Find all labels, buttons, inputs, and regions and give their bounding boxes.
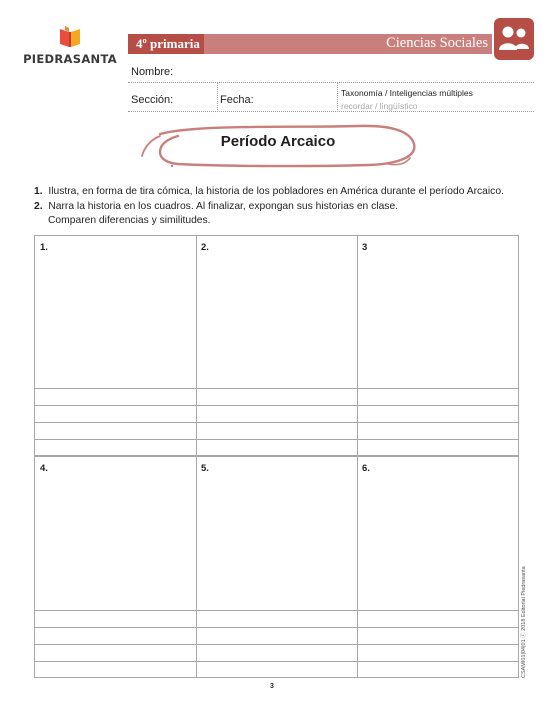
- section-date-field[interactable]: [128, 111, 534, 112]
- grid-line: [35, 610, 518, 611]
- date-label: Fecha:: [220, 94, 254, 106]
- people-icon: [494, 18, 534, 60]
- header-band: [128, 34, 492, 54]
- field-divider: [337, 83, 338, 112]
- grade-label: 4º primaria: [136, 36, 200, 51]
- subject-icon-box: [494, 18, 534, 60]
- panel-number-1: 1.: [40, 242, 48, 253]
- field-divider: [217, 83, 218, 112]
- brand-logo: [22, 26, 118, 70]
- instruction-number: 1.: [34, 186, 43, 197]
- grid-line: [35, 422, 518, 423]
- taxonomy-label: Taxonomía / Inteligencias múltiples: [341, 88, 473, 98]
- comic-grid-bottom: [34, 456, 519, 678]
- instruction-number: 2.: [34, 201, 43, 212]
- copyright-text: CSAMI01|04|01 ⓒ 2018 Editorial Piedrasanta: [521, 566, 527, 678]
- instruction-text: Narra la historia en los cuadros. Al finalizar, expongan sus historias en clase.: [48, 201, 399, 212]
- panel-number-4: 4.: [40, 463, 48, 474]
- grid-line: [35, 661, 518, 662]
- copyright-note: [519, 556, 529, 678]
- name-field[interactable]: [128, 82, 534, 83]
- book-logo-icon: [58, 26, 82, 48]
- instruction-text: Ilustra, en forma de tira cómica, la historia de los pobladores en América durante el período Arcaico.: [48, 186, 504, 197]
- grid-line: [35, 405, 518, 406]
- name-label: Nombre:: [131, 66, 174, 78]
- instruction-2: [34, 201, 398, 212]
- grid-line: [35, 388, 518, 389]
- grid-line: [35, 439, 518, 440]
- page-title: Período Arcaico: [220, 133, 336, 150]
- section-label: Sección:: [131, 94, 174, 106]
- page-number: 3: [270, 683, 274, 690]
- grid-line: [35, 644, 518, 645]
- panel-number-5: 5.: [201, 463, 209, 474]
- brand-name: PIEDRASANTA: [23, 52, 117, 66]
- grade-box: [128, 34, 204, 54]
- panel-number-3: 3: [362, 242, 368, 253]
- subject-label: Ciencias Sociales: [386, 35, 488, 51]
- instruction-2-continued: Comparen diferencias y similitudes.: [48, 215, 211, 226]
- taxonomy-sub-label: recordar / lingüístico: [341, 101, 418, 111]
- panel-number-6: 6.: [362, 463, 370, 474]
- grid-line: [35, 627, 518, 628]
- panel-number-2: 2.: [201, 242, 209, 253]
- instruction-1: [34, 186, 504, 197]
- comic-grid-top: [34, 235, 519, 456]
